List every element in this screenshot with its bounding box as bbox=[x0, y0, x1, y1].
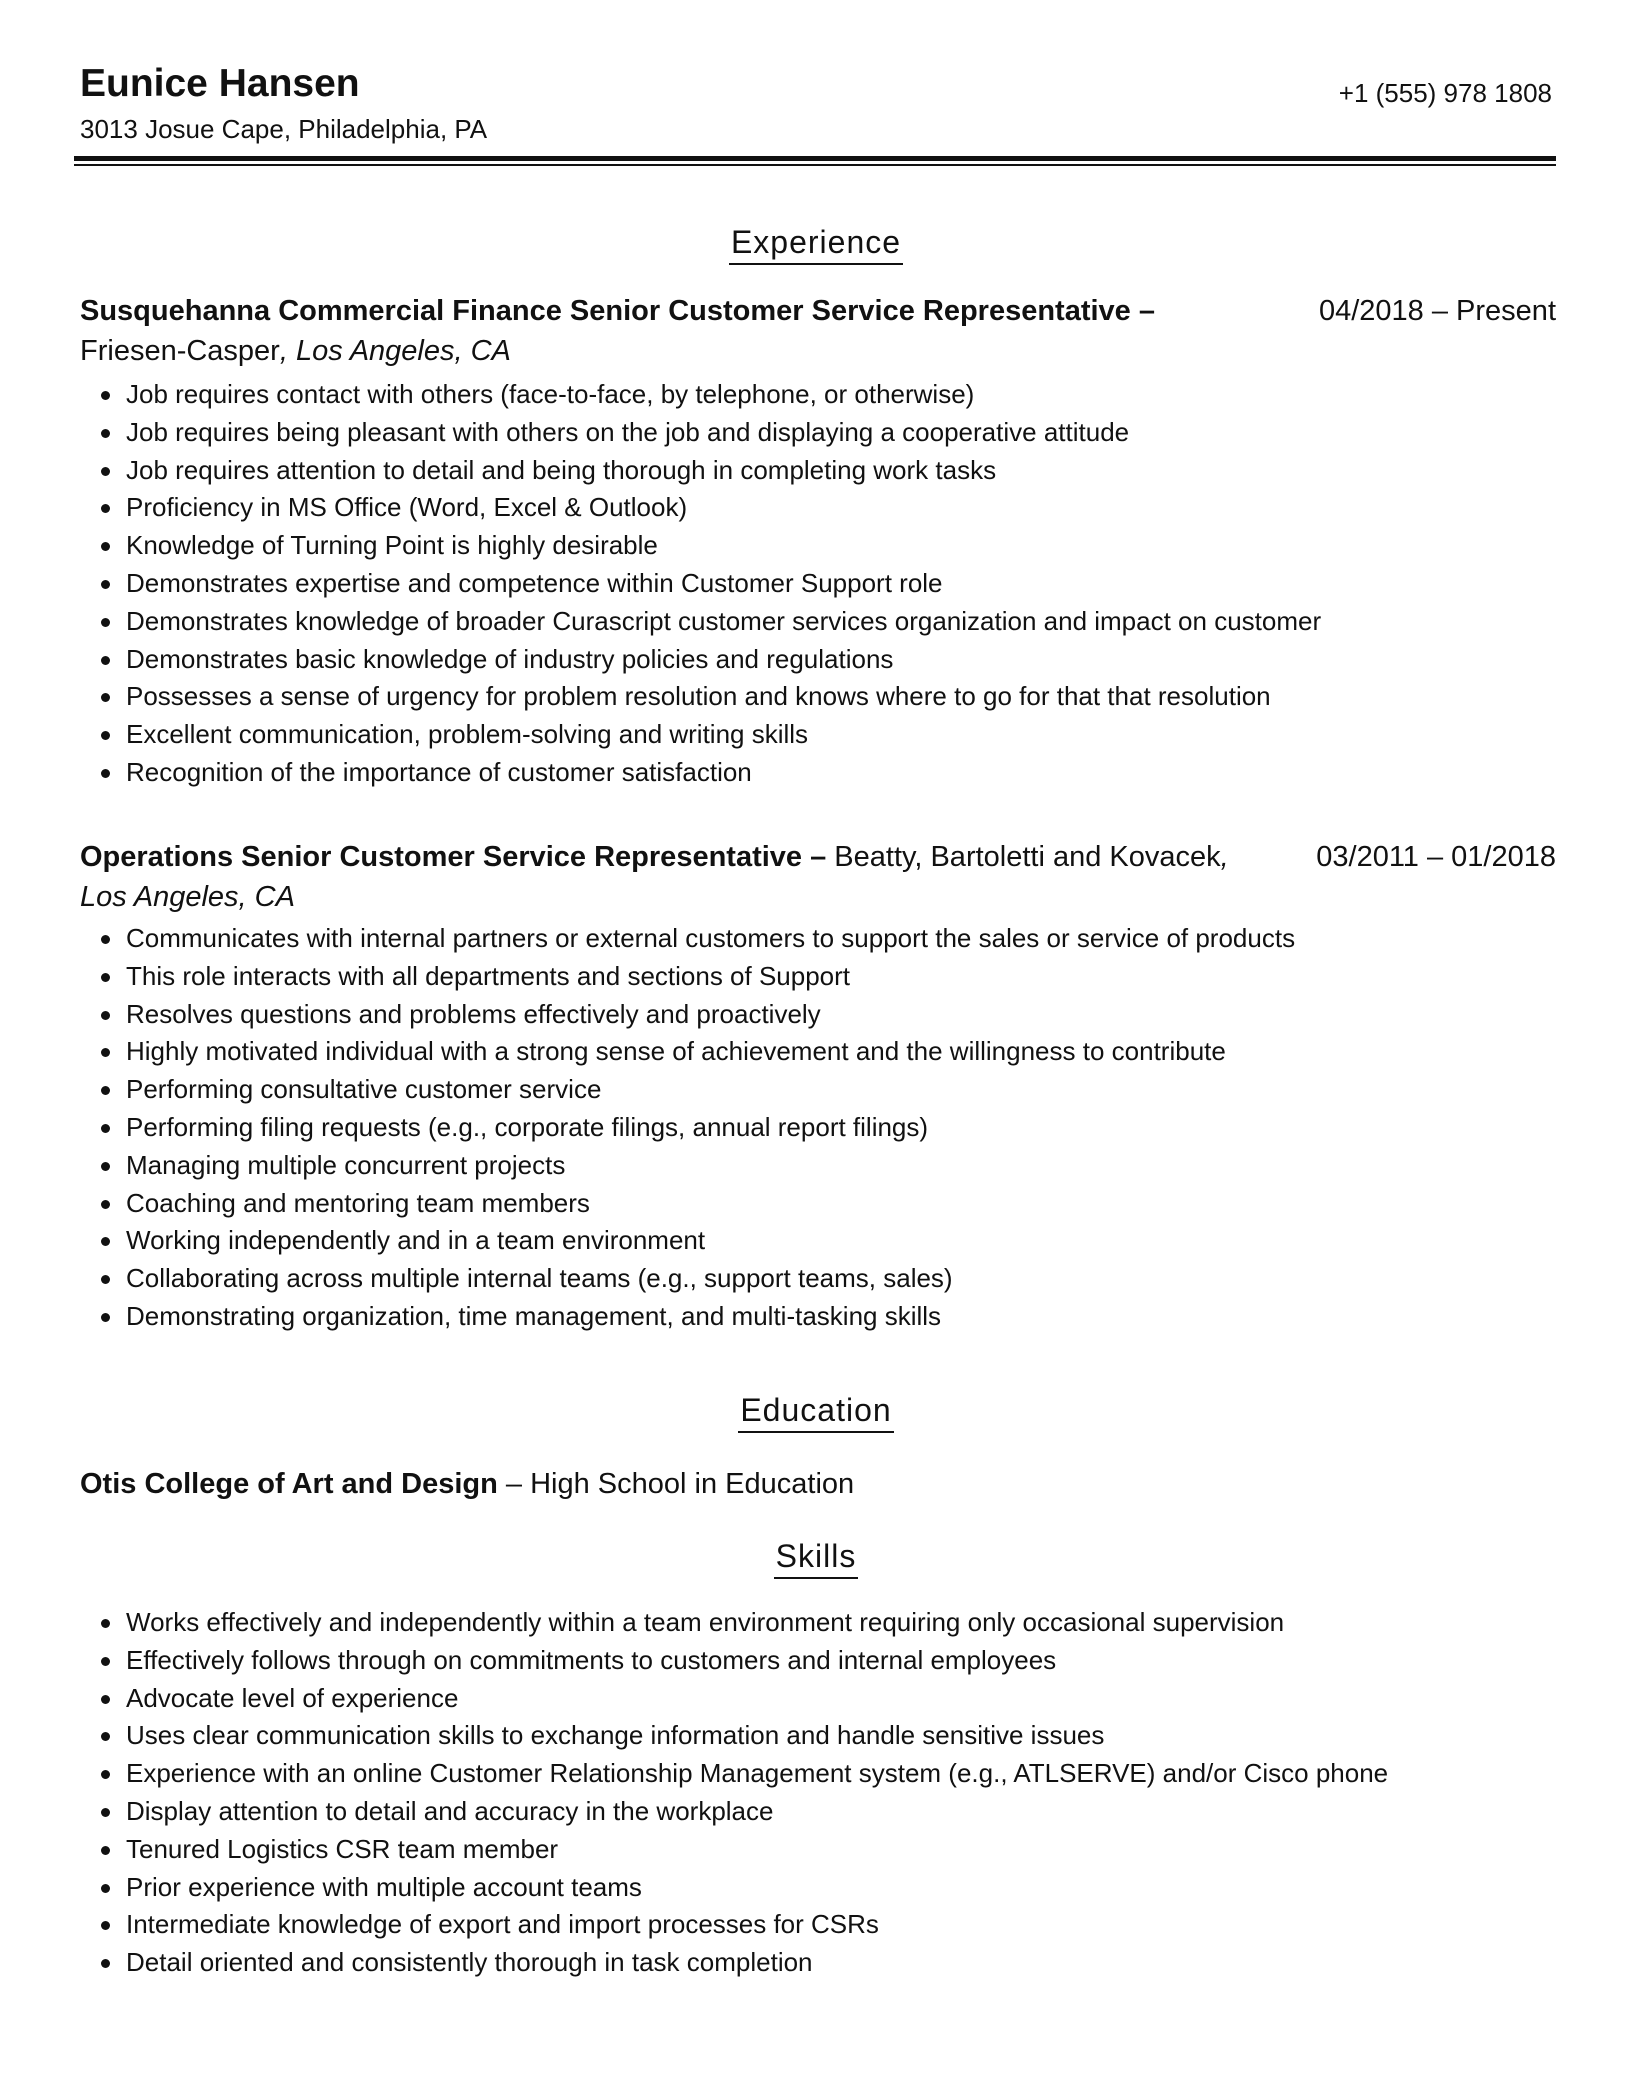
job-2-location-separator: , bbox=[1220, 841, 1229, 873]
job-2-bullet-list bbox=[80, 920, 1560, 1336]
list-item: Demonstrates expertise and competence within Customer Support role bbox=[80, 565, 1560, 603]
list-item: Possesses a sense of urgency for problem resolution and knows where to go for that that resolution bbox=[80, 678, 1560, 716]
list-item: Highly motivated individual with a strong sense of achievement and the willingness to contribute bbox=[80, 1033, 1560, 1071]
education-heading bbox=[0, 1390, 1632, 1430]
list-item: This role interacts with all departments and sections of Support bbox=[80, 958, 1560, 996]
education-heading-text: Education bbox=[738, 1392, 893, 1433]
list-item: Intermediate knowledge of export and import processes for CSRs bbox=[80, 1906, 1560, 1944]
list-item: Display attention to detail and accuracy in the workplace bbox=[80, 1793, 1560, 1831]
list-item: Experience with an online Customer Relationship Management system (e.g., ATLSERVE) and/or Cisco phone bbox=[80, 1755, 1560, 1793]
job-1-title-line bbox=[80, 292, 1260, 330]
job-1-position: Susquehanna Commercial Finance Senior Customer Service Representative – bbox=[80, 295, 1155, 327]
list-item: Job requires contact with others (face-to-face, by telephone, or otherwise) bbox=[80, 376, 1560, 414]
list-item: Detail oriented and consistently thorough in task completion bbox=[80, 1944, 1560, 1982]
list-item: Effectively follows through on commitments to customers and internal employees bbox=[80, 1642, 1560, 1680]
skills-heading bbox=[0, 1536, 1632, 1576]
list-item: Advocate level of experience bbox=[80, 1680, 1560, 1718]
job-1-company: Friesen-Casper bbox=[80, 335, 280, 367]
job-1-dates: 04/2018 – Present bbox=[1318, 295, 1556, 327]
candidate-phone: +1 (555) 978 1808 bbox=[1338, 78, 1552, 108]
candidate-address: 3013 Josue Cape, Philadelphia, PA bbox=[80, 114, 488, 144]
header-divider-thick bbox=[74, 156, 1556, 161]
job-2-location: Los Angeles, CA bbox=[80, 881, 295, 913]
list-item: Recognition of the importance of customer satisfaction bbox=[80, 754, 1560, 792]
list-item: Collaborating across multiple internal teams (e.g., support teams, sales) bbox=[80, 1260, 1560, 1298]
job-2-title-line bbox=[80, 838, 1260, 876]
list-item: Resolves questions and problems effectively and proactively bbox=[80, 996, 1560, 1034]
list-item: Managing multiple concurrent projects bbox=[80, 1147, 1560, 1185]
skills-bullet-list bbox=[80, 1604, 1560, 1982]
experience-heading-text: Experience bbox=[729, 224, 903, 265]
list-item: Proficiency in MS Office (Word, Excel & Outlook) bbox=[80, 489, 1560, 527]
list-item: Demonstrates basic knowledge of industry policies and regulations bbox=[80, 641, 1560, 679]
list-item: Tenured Logistics CSR team member bbox=[80, 1831, 1560, 1869]
skills-heading-text: Skills bbox=[774, 1538, 859, 1579]
list-item: Excellent communication, problem-solving and writing skills bbox=[80, 716, 1560, 754]
list-item: Uses clear communication skills to exchange information and handle sensitive issues bbox=[80, 1717, 1560, 1755]
list-item: Performing consultative customer service bbox=[80, 1071, 1560, 1109]
list-item: Communicates with internal partners or external customers to support the sales or service of products bbox=[80, 920, 1560, 958]
experience-heading bbox=[0, 222, 1632, 262]
job-1-location: , Los Angeles, CA bbox=[279, 335, 511, 367]
job-2-location-line bbox=[80, 878, 295, 916]
job-2-position: Operations Senior Customer Service Representative – bbox=[80, 841, 827, 873]
list-item: Performing filing requests (e.g., corporate filings, annual report filings) bbox=[80, 1109, 1560, 1147]
list-item: Demonstrates knowledge of broader Curascript customer services organization and impact on customer bbox=[80, 603, 1560, 641]
list-item: Knowledge of Turning Point is highly desirable bbox=[80, 527, 1560, 565]
education-school: Otis College of Art and Design bbox=[80, 1468, 498, 1500]
job-2-dates: 03/2011 – 01/2018 bbox=[1316, 841, 1556, 873]
list-item: Works effectively and independently within a team environment requiring only occasional supervision bbox=[80, 1604, 1560, 1642]
list-item: Prior experience with multiple account teams bbox=[80, 1869, 1560, 1907]
job-1-company-line bbox=[80, 332, 511, 370]
candidate-name: Eunice Hansen bbox=[80, 62, 360, 105]
education-degree: – High School in Education bbox=[497, 1468, 855, 1500]
list-item: Coaching and mentoring team members bbox=[80, 1185, 1560, 1223]
list-item: Working independently and in a team environment bbox=[80, 1222, 1560, 1260]
list-item: Job requires being pleasant with others on the job and displaying a cooperative attitude bbox=[80, 414, 1560, 452]
header-divider-thin bbox=[74, 164, 1556, 166]
job-1-bullet-list bbox=[80, 376, 1560, 792]
list-item: Job requires attention to detail and being thorough in completing work tasks bbox=[80, 452, 1560, 490]
education-entry bbox=[80, 1465, 854, 1503]
list-item: Demonstrating organization, time management, and multi-tasking skills bbox=[80, 1298, 1560, 1336]
job-2-company: Beatty, Bartoletti and Kovacek bbox=[826, 841, 1221, 873]
